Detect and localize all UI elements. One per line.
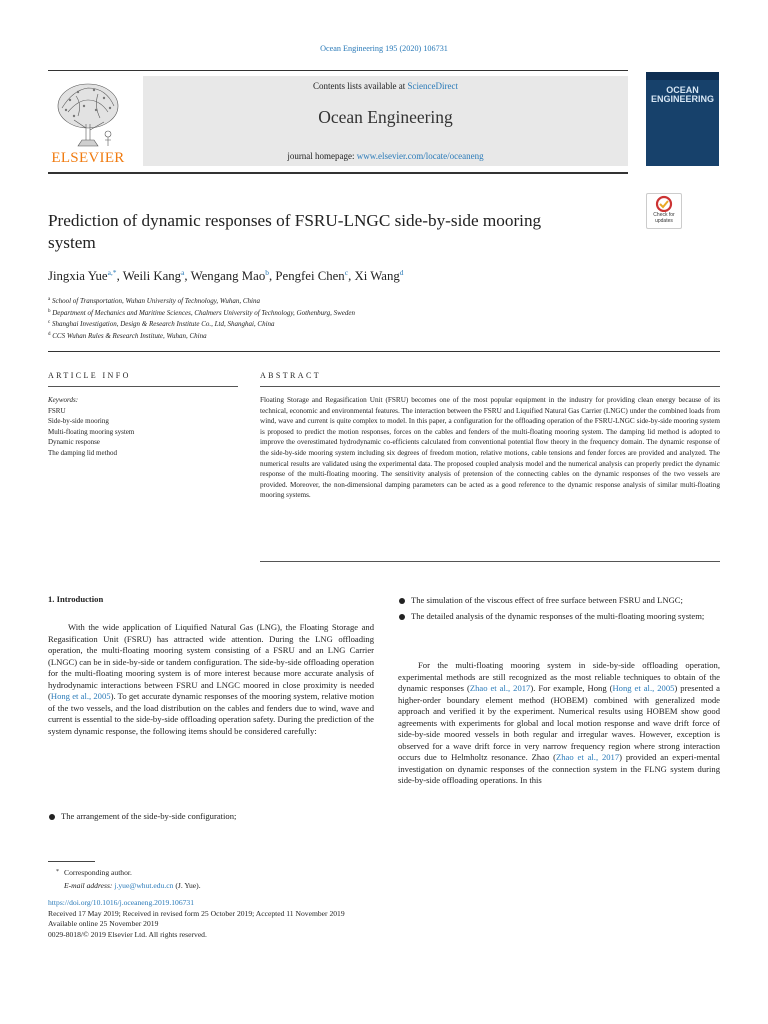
citation-zhao-2017[interactable]: Zhao et al., 2017 bbox=[469, 683, 531, 693]
author-name[interactable]: Pengfei Chen bbox=[275, 269, 345, 283]
bullet-text: The arrangement of the side-by-side configuration; bbox=[61, 811, 237, 821]
author-separator: , bbox=[184, 269, 191, 283]
affiliation-marker: a bbox=[48, 297, 51, 302]
author-affiliation-marker[interactable]: b bbox=[265, 268, 269, 277]
intro-p2-text-a: For the multi-floating mooring system in side-by-side offloading operation, experimental methods are still recognized as the most reliable techniques to obtain of the dynamic responses ( bbox=[398, 660, 720, 693]
intro-p1-text-a: With the wide application of Liquified Natural Gas (LNG), the Floating Storage and Regasification Unit (FSRU) has attracted wide attention. During the LNG offloading operation, the multi-floating mooring system consisting of a FSRU and an LNG Carrier (LNGC) can be in side-by-side or tandem configuration. The side-by-side offloading operation for the multi-floating mooring system is of more interest because more accurate analysis of hydrodynamic interactions between FSRU and LNGC moored in close proximity is needed ( bbox=[48, 622, 374, 701]
keyword-item[interactable]: FSRU bbox=[48, 406, 66, 415]
section-rule bbox=[48, 351, 720, 352]
footnote-rule bbox=[48, 861, 95, 862]
affiliation-item bbox=[48, 330, 688, 342]
copyright-line: 0029-8018/© 2019 Elsevier Ltd. All rights reserved. bbox=[48, 929, 207, 939]
check-updates-label: Check for updates bbox=[653, 212, 675, 224]
cover-top-band bbox=[646, 72, 719, 80]
bullet-icon bbox=[399, 598, 405, 604]
contents-prefix: Contents lists available at bbox=[313, 81, 408, 91]
author-separator: , bbox=[116, 269, 123, 283]
affiliation-item bbox=[48, 295, 688, 307]
author-affiliation-marker[interactable]: a bbox=[181, 268, 185, 277]
journal-name: Ocean Engineering bbox=[318, 107, 453, 127]
cover-title-line-1: OCEAN bbox=[666, 85, 699, 95]
cover-title bbox=[646, 86, 719, 104]
article-info-rule bbox=[48, 386, 238, 387]
journal-cover-thumbnail[interactable] bbox=[646, 72, 719, 166]
author-name[interactable]: Xi Wang bbox=[354, 269, 400, 283]
footnote-star: * bbox=[56, 869, 59, 875]
intro-p2-text-d: ) provided an experi-mental investigation on dynamic responses of the connection system in the FLNG system during side-by-side offloading operations. In this bbox=[398, 752, 720, 785]
email-link[interactable]: j.yue@whut.edu.cn bbox=[114, 880, 174, 890]
header-bottom-rule bbox=[48, 172, 628, 174]
affiliation-item bbox=[48, 307, 688, 319]
article-title: Prediction of dynamic responses of FSRU-LNGC side-by-side mooring system bbox=[48, 211, 542, 252]
intro-bullet-list-left bbox=[48, 811, 374, 823]
author-separator: , bbox=[348, 269, 355, 283]
bullet-text: The simulation of the viscous effect of free surface between FSRU and LNGC; bbox=[411, 595, 683, 605]
check-for-updates-button[interactable] bbox=[646, 193, 682, 229]
intro-p2-text-b: ). For example, Hong ( bbox=[530, 683, 613, 693]
corresponding-author-note bbox=[48, 866, 448, 880]
article-info-heading: ARTICLE INFO bbox=[48, 371, 131, 380]
citation-hong-2005[interactable]: Hong et al., 2005 bbox=[50, 691, 111, 701]
abstract-heading: ABSTRACT bbox=[260, 371, 321, 380]
keywords-block bbox=[48, 395, 238, 458]
affiliation-marker: b bbox=[48, 308, 51, 314]
author-separator: , bbox=[269, 269, 276, 283]
abstract-text: Floating Storage and Regasification Unit (FSRU) becomes one of the most popular equipment in the industry for providing clean energy because of its technical, economic and environmental features. The interaction between the FSRU and Liquified Natural Gas Carrier (LNGC) under the combined loads from wind, wave and current is quite complex to model. In this paper, a configuration for the offloading operation of the FSRU-LNGC side-by-side mooring system is proposed to predict the motion responses, forces on the cables and fenders of the multi-floating mooring system. The damping lid method is adopted to improve the overestimated hydrodynamic co-efficients calculated from conventional potential flow theory in the frequency domain. The dynamic response of the side-by-side mooring system including six degrees of freedom motion, relative motions, cable tensions and fender forces are provided and analyzed. The numerical results are validated using the experimental data. The proposed coupled analysis model and the numerical analysis can properly predict the dynamic response of the multi-floating mooring. The sensitivity analysis of pretension of the connecting cables on the dynamic responses of the two vessels are provided. Moreover, the non-dimensional damping parameters can be acted as a good reference to the dynamic response analysis of similar multi-floating mooring systems. bbox=[260, 396, 720, 500]
affiliation-marker: d bbox=[48, 331, 51, 337]
affiliation-list bbox=[48, 295, 688, 341]
elsevier-wordmark: ELSEVIER bbox=[51, 150, 125, 166]
intro-paragraph-1 bbox=[48, 622, 374, 737]
author-affiliation-marker[interactable]: a,* bbox=[107, 268, 117, 277]
bullet-item bbox=[398, 611, 720, 623]
header-top-rule bbox=[48, 70, 628, 71]
bullet-icon bbox=[399, 614, 405, 620]
bullet-item bbox=[48, 811, 374, 823]
bullet-item bbox=[398, 595, 720, 607]
keyword-item[interactable]: Dynamic response bbox=[48, 438, 100, 446]
author-name[interactable]: Jingxia Yue bbox=[48, 269, 108, 283]
abstract-rule bbox=[260, 386, 720, 387]
author-affiliation-marker[interactable]: c bbox=[344, 268, 349, 277]
publication-info bbox=[48, 898, 548, 940]
homepage-prefix: journal homepage: bbox=[287, 151, 357, 161]
affiliation-marker: c bbox=[48, 320, 51, 325]
corresponding-label: Corresponding author. bbox=[64, 868, 132, 877]
keyword-item[interactable]: Side-by-side mooring bbox=[48, 417, 109, 425]
affiliation-item bbox=[48, 318, 688, 330]
intro-bullet-list-right bbox=[398, 595, 720, 622]
journal-homepage bbox=[143, 151, 628, 161]
affiliation-text: School of Transportation, Wuhan University of Technology, Wuhan, China bbox=[51, 297, 260, 305]
affiliation-text: CCS Wuhan Rules & Research Institute, Wuhan, China bbox=[52, 331, 207, 340]
contents-availability bbox=[143, 81, 628, 91]
sciencedirect-link[interactable]: ScienceDirect bbox=[407, 81, 458, 91]
homepage-link[interactable]: www.elsevier.com/locate/oceaneng bbox=[356, 151, 484, 161]
intro-paragraph-2 bbox=[398, 660, 720, 787]
available-online: Available online 25 November 2019 bbox=[48, 919, 159, 928]
keywords-label: Keywords: bbox=[48, 396, 79, 404]
bullet-text: The detailed analysis of the dynamic responses of the multi-floating mooring system; bbox=[411, 610, 705, 621]
author-affiliation-marker[interactable]: d bbox=[399, 268, 404, 277]
abstract-bottom-rule bbox=[260, 561, 720, 562]
email-suffix: (J. Yue). bbox=[173, 880, 201, 890]
email-note bbox=[48, 880, 448, 893]
author-name[interactable]: Weili Kang bbox=[122, 269, 182, 283]
cover-title-line-2: ENGINEERING bbox=[650, 94, 714, 104]
introduction-heading: 1. Introduction bbox=[48, 594, 104, 604]
footnote-block bbox=[48, 866, 448, 892]
affiliation-text: Shanghai Investigation, Design & Research Institute Co., Ltd, Shanghai, China bbox=[51, 320, 275, 328]
author-name[interactable]: Wengang Mao bbox=[190, 269, 266, 283]
doi-link[interactable]: https://doi.org/10.1016/j.oceaneng.2019.106731 bbox=[48, 898, 195, 907]
keyword-item[interactable]: The damping lid method bbox=[48, 448, 118, 457]
intro-p1-text-b: ). To get accurate dynamic responses of the mooring system, relative motion of the two vessels, and the load distribution on the cables and fenders due to wind, wave and current is essential to the side-by-side offloading operation safety. During the prediction of the system dynamic response, the following items should be considered carefully: bbox=[48, 691, 374, 736]
intro-p2-text-c: ) presented a higher-order boundary element method (HOBEM) combined with generalized mode approach and verified it by the experiment. Numerical results using HOBEM show good agreements with experiments for global and local motion response and wave drift force of side-by-side moored vessels in both regular and irregular waves. However, exception is observed for a wave drift force in very narrow frequency region where strong interaction occurs due to Helmholtz resonance. Zhao ( bbox=[398, 683, 720, 762]
author-list bbox=[48, 268, 688, 284]
citation-zhao-2017[interactable]: Zhao et al., 2017 bbox=[556, 752, 620, 762]
affiliation-text: Department of Mechanics and Maritime Sciences, Chalmers University of Technology, Gothenburg, Sweden bbox=[52, 308, 356, 317]
keyword-item[interactable]: Multi-floating mooring system bbox=[48, 427, 135, 436]
citation-hong-2005[interactable]: Hong et al., 2005 bbox=[612, 683, 675, 693]
journal-reference-link[interactable]: Ocean Engineering 195 (2020) 106731 bbox=[320, 44, 448, 53]
check-updates-icon bbox=[647, 194, 681, 212]
email-label: E-mail address: bbox=[64, 880, 113, 890]
keyword-list bbox=[48, 406, 238, 459]
received-dates: Received 17 May 2019; Received in revised form 25 October 2019; Accepted 11 November 2019 bbox=[48, 908, 345, 918]
bullet-icon bbox=[49, 814, 55, 820]
